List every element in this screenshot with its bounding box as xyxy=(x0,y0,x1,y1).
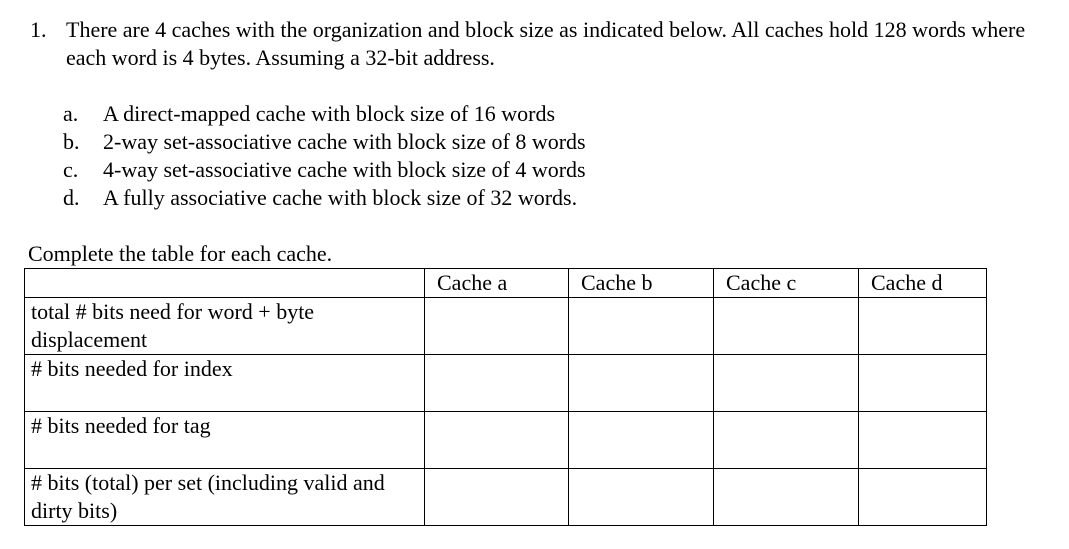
answer-cell[interactable] xyxy=(859,412,987,469)
table-header-cell: Cache d xyxy=(859,269,987,298)
table-row xyxy=(25,469,987,526)
instruction: Complete the table for each cache. xyxy=(28,241,333,266)
answer-cell[interactable] xyxy=(714,298,859,355)
answer-cell[interactable] xyxy=(859,469,987,526)
answer-cell[interactable] xyxy=(859,355,987,412)
table-row xyxy=(25,355,987,412)
table-row xyxy=(25,412,987,469)
question-number: 1. xyxy=(30,17,47,42)
table-header-cell: Cache c xyxy=(714,269,859,298)
answer-cell[interactable] xyxy=(425,355,569,412)
table-header-row xyxy=(25,269,987,298)
answer-cell[interactable] xyxy=(714,355,859,412)
item-text: A fully associative cache with block size of 32 words. xyxy=(103,185,578,210)
answer-cell[interactable] xyxy=(425,298,569,355)
item-letter: c. xyxy=(63,157,79,182)
item-text: 2-way set-associative cache with block size of 8 words xyxy=(103,129,586,154)
table-header-cell: Cache a xyxy=(425,269,569,298)
row-label: total # bits need for word + byte displacement xyxy=(25,298,425,355)
item-text: A direct-mapped cache with block size of 16 words xyxy=(103,101,556,126)
item-letter: b. xyxy=(63,129,80,154)
answer-cell[interactable] xyxy=(714,412,859,469)
question-text: There are 4 caches with the organization and block size as indicated below. All caches hold 128 words where each word is 4 bytes. Assuming a 32-bit address. xyxy=(66,17,1026,70)
table-header-cell: Cache b xyxy=(569,269,714,298)
item-text: 4-way set-associative cache with block size of 4 words xyxy=(103,157,586,182)
answer-cell[interactable] xyxy=(569,355,714,412)
answer-cell[interactable] xyxy=(569,469,714,526)
row-label: # bits (total) per set (including valid and dirty bits) xyxy=(25,469,425,526)
item-letter: d. xyxy=(63,185,80,210)
answer-cell[interactable] xyxy=(569,298,714,355)
answer-cell[interactable] xyxy=(569,412,714,469)
answer-cell[interactable] xyxy=(859,298,987,355)
row-label: # bits needed for index xyxy=(25,355,425,412)
item-letter: a. xyxy=(63,101,79,126)
cache-table xyxy=(24,268,987,526)
answer-cell[interactable] xyxy=(425,469,569,526)
table-row xyxy=(25,298,987,355)
answer-cell[interactable] xyxy=(425,412,569,469)
table-header-cell xyxy=(25,269,425,298)
row-label: # bits needed for tag xyxy=(25,412,425,469)
answer-cell[interactable] xyxy=(714,469,859,526)
